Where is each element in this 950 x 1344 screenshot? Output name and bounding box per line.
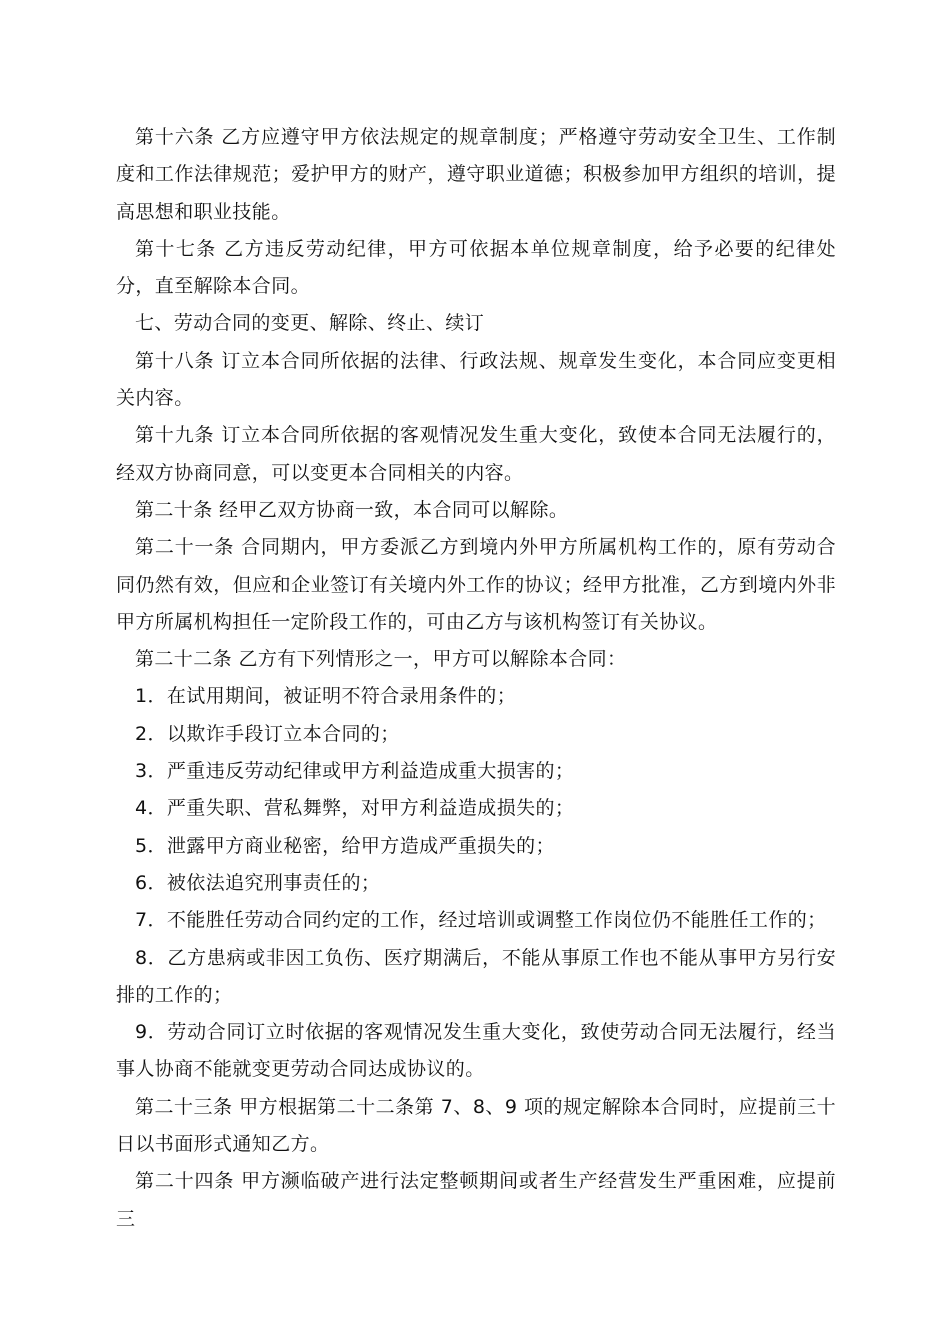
article-18-paragraph: 第十八条 订立本合同所依据的法律、行政法规、规章发生变化，本合同应变更相关内容。	[116, 349, 836, 410]
article-20-paragraph: 第二十条 经甲乙双方协商一致，本合同可以解除。	[135, 498, 569, 521]
list-item: 3．严重违反劳动纪律或甲方利益造成重大损害的；	[135, 760, 575, 783]
list-item: 2．以欺诈手段订立本合同的；	[135, 722, 400, 745]
document-body	[116, 119, 836, 1238]
article-23-paragraph: 第二十三条 甲方根据第二十二条第 7、8、9 项的规定解除本合同时，应提前三十日以书面形式通知乙方。	[116, 1095, 836, 1156]
article-19-paragraph: 第十九条 订立本合同所依据的客观情况发生重大变化，致使本合同无法履行的，经双方协商同意，可以变更本合同相关的内容。	[116, 424, 836, 484]
article-22-paragraph: 第二十二条 乙方有下列情形之一，甲方可以解除本合同：	[135, 648, 627, 671]
list-item: 9．劳动合同订立时依据的客观情况发生重大变化，致使劳动合同无法履行，经当事人协商不能就变更劳动合同达成协议的。	[116, 1021, 836, 1081]
article-24-paragraph: 第二十四条 甲方濒临破产进行法定整顿期间或者生产经营发生严重困难，应提前三	[116, 1170, 836, 1230]
article-16-paragraph: 第十六条 乙方应遵守甲方依法规定的规章制度；严格遵守劳动安全卫生、工作制度和工作法律规范；爱护甲方的财产，遵守职业道德；积极参加甲方组织的培训，提高思想和职业技能。	[116, 126, 836, 223]
list-item: 1．在试用期间，被证明不符合录用条件的；	[135, 685, 517, 708]
article-17-paragraph: 第十七条 乙方违反劳动纪律，甲方可依据本单位规章制度，给予必要的纪律处分，直至解除本合同。	[116, 237, 836, 298]
list-item: 5．泄露甲方商业秘密，给甲方造成严重损失的；	[135, 834, 555, 857]
section-7-heading: 七、劳动合同的变更、解除、终止、续订	[135, 312, 485, 335]
list-item: 4．严重失职、营私舞弊，对甲方利益造成损失的；	[135, 797, 575, 820]
list-item: 8．乙方患病或非因工负伤、医疗期满后，不能从事原工作也不能从事甲方另行安排的工作的；	[116, 946, 836, 1006]
list-item: 7．不能胜任劳动合同约定的工作，经过培训或调整工作岗位仍不能胜任工作的；	[135, 909, 827, 932]
article-21-paragraph: 第二十一条 合同期内，甲方委派乙方到境内外甲方所属机构工作的，原有劳动合同仍然有效，但应和企业签订有关境内外工作的协议；经甲方批准，乙方到境内外非甲方所属机构担任一定阶段工作的，可由乙方与该机构签订有关协议。	[116, 536, 836, 633]
list-item: 6．被依法追究刑事责任的；	[135, 871, 381, 894]
